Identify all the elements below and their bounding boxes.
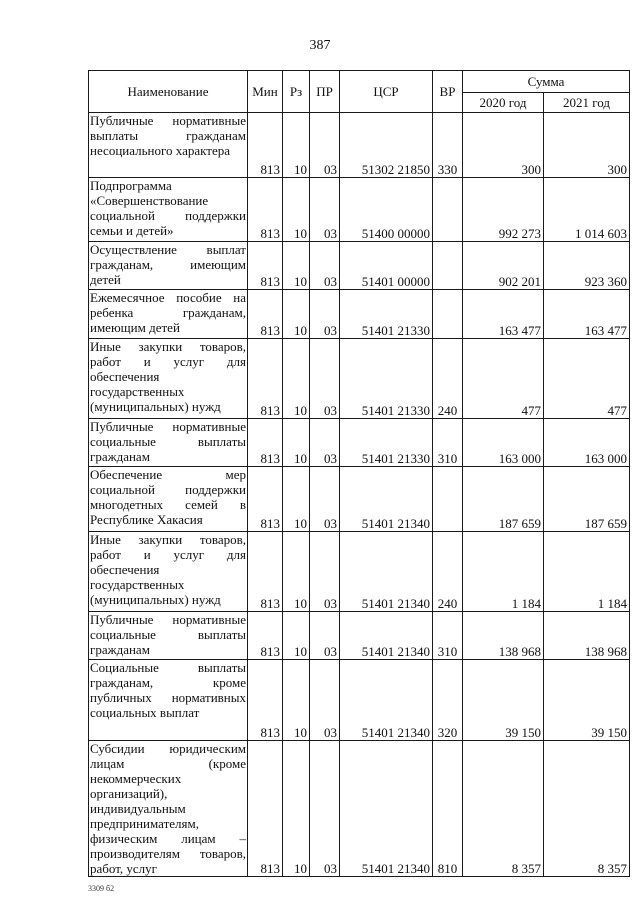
table-row bbox=[89, 741, 630, 877]
row-2021: 163 477 bbox=[544, 290, 630, 339]
row-min: 813 bbox=[248, 242, 283, 290]
row-rz: 10 bbox=[283, 113, 310, 178]
header-name: Наименование bbox=[89, 71, 248, 113]
row-name: Иные закупки товаров, работ и услуг для обеспечения государственных (муниципальных) нужд bbox=[89, 339, 248, 419]
table-row bbox=[89, 178, 630, 242]
row-2021: 163 000 bbox=[544, 419, 630, 467]
row-2020: 163 000 bbox=[463, 419, 544, 467]
row-name: Субсидии юридическим лицам (кроме некоммерческих организаций), индивидуальным предпринимателям, физическим лицам – производителям товаров, работ, услуг bbox=[90, 741, 246, 876]
row-min: 813 bbox=[248, 467, 283, 532]
row-pr: 03 bbox=[310, 741, 340, 877]
row-csr: 51401 21330 bbox=[340, 419, 433, 467]
row-name: Подпрограмма «Совершенствование социальной поддержки семьи и детей» bbox=[89, 178, 248, 242]
row-2020: 902 201 bbox=[463, 242, 544, 290]
row-name: Осуществление выплат гражданам, имеющим детей bbox=[89, 242, 248, 290]
row-vr bbox=[433, 290, 463, 339]
row-vr bbox=[433, 178, 463, 242]
row-csr: 51401 21340 bbox=[340, 660, 433, 741]
row-pr: 03 bbox=[310, 467, 340, 532]
row-rz: 10 bbox=[283, 532, 310, 612]
row-vr: 320 bbox=[433, 660, 463, 741]
row-pr: 03 bbox=[310, 113, 340, 178]
row-vr: 310 bbox=[433, 419, 463, 467]
row-2021: 187 659 bbox=[544, 467, 630, 532]
row-2021: 138 968 bbox=[544, 612, 630, 660]
row-2020: 39 150 bbox=[463, 660, 544, 741]
row-pr: 03 bbox=[310, 660, 340, 741]
row-name: Обеспечение мер социальной поддержки многодетных семей в Республике Хакасия bbox=[89, 467, 248, 532]
row-csr: 51401 21340 bbox=[340, 612, 433, 660]
row-2020: 1 184 bbox=[463, 532, 544, 612]
row-vr: 330 bbox=[433, 113, 463, 178]
header-pr: ПР bbox=[310, 71, 340, 113]
row-pr: 03 bbox=[310, 532, 340, 612]
row-min: 813 bbox=[248, 339, 283, 419]
header-rz: Рз bbox=[283, 71, 310, 113]
table-row bbox=[89, 242, 630, 290]
row-2020: 163 477 bbox=[463, 290, 544, 339]
row-csr: 51401 00000 bbox=[340, 242, 433, 290]
row-vr: 240 bbox=[433, 532, 463, 612]
row-2020: 138 968 bbox=[463, 612, 544, 660]
row-rz: 10 bbox=[283, 612, 310, 660]
header-sum: Сумма bbox=[463, 71, 630, 93]
row-min: 813 bbox=[248, 113, 283, 178]
row-rz: 10 bbox=[283, 178, 310, 242]
row-pr: 03 bbox=[310, 178, 340, 242]
row-name: Публичные нормативные выплаты гражданам несоциального характера bbox=[89, 113, 248, 178]
row-pr: 03 bbox=[310, 419, 340, 467]
budget-table bbox=[88, 70, 630, 877]
row-rz: 10 bbox=[283, 660, 310, 741]
row-rz: 10 bbox=[283, 741, 310, 877]
row-csr: 51401 21330 bbox=[340, 339, 433, 419]
row-min: 813 bbox=[248, 290, 283, 339]
row-pr: 03 bbox=[310, 612, 340, 660]
row-min: 813 bbox=[248, 178, 283, 242]
row-min: 813 bbox=[248, 741, 283, 877]
row-pr: 03 bbox=[310, 242, 340, 290]
row-2020: 8 357 bbox=[463, 741, 544, 877]
table-row bbox=[89, 113, 630, 178]
row-2021: 1 014 603 bbox=[544, 178, 630, 242]
row-min: 813 bbox=[248, 419, 283, 467]
row-2021: 39 150 bbox=[544, 660, 630, 741]
row-csr: 51401 21340 bbox=[340, 741, 433, 877]
table-row bbox=[89, 339, 630, 419]
row-vr bbox=[433, 467, 463, 532]
header-2021: 2021 год bbox=[544, 93, 630, 113]
table-row bbox=[89, 467, 630, 532]
table-row bbox=[89, 612, 630, 660]
row-2020: 992 273 bbox=[463, 178, 544, 242]
header-vr: ВР bbox=[433, 71, 463, 113]
row-name: Социальные выплаты гражданам, кроме публичных нормативных социальных выплат bbox=[89, 660, 248, 741]
header-2020: 2020 год bbox=[463, 93, 544, 113]
table-row bbox=[89, 532, 630, 612]
table-row bbox=[89, 290, 630, 339]
row-vr: 310 bbox=[433, 612, 463, 660]
header-min: Мин bbox=[248, 71, 283, 113]
row-rz: 10 bbox=[283, 242, 310, 290]
page-number: 387 bbox=[309, 38, 331, 53]
footer-mark: 3309 б2 bbox=[88, 884, 115, 893]
row-name: Иные закупки товаров, работ и услуг для обеспечения государственных (муниципальных) нужд bbox=[89, 532, 248, 612]
row-csr: 51302 21850 bbox=[340, 113, 433, 178]
header-csr: ЦСР bbox=[340, 71, 433, 113]
row-name: Публичные нормативные социальные выплаты гражданам bbox=[89, 419, 248, 467]
row-vr bbox=[433, 242, 463, 290]
row-2020: 477 bbox=[463, 339, 544, 419]
row-rz: 10 bbox=[283, 419, 310, 467]
row-min: 813 bbox=[248, 660, 283, 741]
row-name: Публичные нормативные социальные выплаты гражданам bbox=[89, 612, 248, 660]
row-2020: 187 659 bbox=[463, 467, 544, 532]
row-csr: 51401 21340 bbox=[340, 467, 433, 532]
row-vr: 240 bbox=[433, 339, 463, 419]
row-csr: 51400 00000 bbox=[340, 178, 433, 242]
row-rz: 10 bbox=[283, 290, 310, 339]
row-vr: 810 bbox=[433, 741, 463, 877]
row-2021: 1 184 bbox=[544, 532, 630, 612]
row-2020: 300 bbox=[463, 113, 544, 178]
table-row bbox=[89, 660, 630, 741]
row-2021: 923 360 bbox=[544, 242, 630, 290]
table-row bbox=[89, 419, 630, 467]
row-2021: 300 bbox=[544, 113, 630, 178]
row-csr: 51401 21330 bbox=[340, 290, 433, 339]
row-min: 813 bbox=[248, 612, 283, 660]
row-min: 813 bbox=[248, 532, 283, 612]
row-pr: 03 bbox=[310, 290, 340, 339]
row-2021: 477 bbox=[544, 339, 630, 419]
row-rz: 10 bbox=[283, 339, 310, 419]
row-rz: 10 bbox=[283, 467, 310, 532]
row-name: Ежемесячное пособие на ребенка гражданам, имеющим детей bbox=[89, 290, 248, 339]
row-csr: 51401 21340 bbox=[340, 532, 433, 612]
row-2021: 8 357 bbox=[544, 741, 630, 877]
row-pr: 03 bbox=[310, 339, 340, 419]
